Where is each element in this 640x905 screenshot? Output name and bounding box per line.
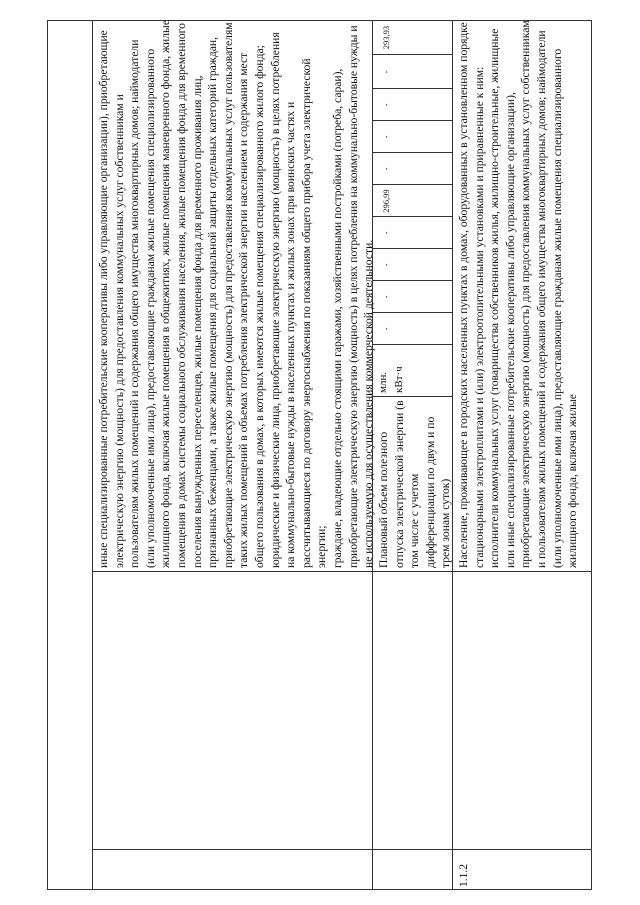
paragraph: Население, проживающее в городских населенных пунктах в домах, оборудованных в установленном порядке стационарными электроплитами и (или) электроотопительными установками и приравненные к ним: [457,22,486,568]
continuation-text [92,20,376,572]
value-cell: - [381,135,391,139]
value-cell: - [381,327,391,331]
value-cell: - [381,167,391,171]
paragraph: юридические и физические лица, приобретающие электрическую энергию (мощность) в целях потребления на коммунально-бытовые нужды в населенных пунктах и жилых зонах при воинских частях и рассчитывающиеся по договору энергоснабжения по показаниям общего прибора учета электрической энергии; [268,32,329,568]
col-separator [92,849,452,850]
value-cell: - [381,295,391,299]
volume-row [372,20,452,890]
row-number: 1.1.2 [458,864,470,887]
value-cell: - [381,263,391,267]
rotated-table [47,20,592,890]
value-cell: 296,99 [381,189,391,213]
col-separator [92,571,592,572]
col-separator [452,849,592,850]
paragraph: граждане, владеющие отдельно стоящими гаражами, хозяйственными постройками (погреба, сараи), приобретающие электрическую энергию (мощность) в целях потребления на коммунально-бытовые нужды и не используемую для осуществления коммерческой деятельности. [330,25,376,568]
paragraph: иные специализированные потребительские кооперативы либо управляющие организации), приобретающие электрическую энергию (мощность) для предоставления коммунальных услуг собственникам и пользователям жилых помещений и содержания общего имущества многоквартирных домов; наймодатели (или уполномоченные ими лица), предоставляющие гражданам жилые помещения специализированного жилищного фонда, включая жилые помещения в общежитиях, жилые помещения маневренного фонда, жилые помещения в домах системы социального обслуживания населения, жилые помещения фонда для временного поселения вынужденных переселенцев, жилые помещения фонда для временного проживания лиц, признанных беженцами, а также жилые помещения для социальной защиты отдельных категорий граждан, приобретающие электрическую энергию (мощность) для предоставления коммунальных услуг пользователям таких жилых помещений в объемах потребления электрической энергии населением и содержания мест общего пользования в домах, в которых имеются жилые помещения специализированного жилого фонда; [97,20,266,568]
next-row [452,20,592,890]
paragraph: исполнители коммунальных услуг (товарищества собственников жилья, жилищно-строительные, жилищные или иные специализированные потребительские кооперативы либо управляющие организации), приобретающие электрическую энергию (мощность) для предоставления коммунальных услуг собственникам и пользователям жилых помещений и содержания общего имущества многоквартирных домов; наймодатели (или уполномоченные ими лица), предоставляющие гражданам жилые помещения специализированного жилищного фонда, включая жилые [488,20,580,568]
value-cell: 293,93 [381,25,391,50]
volume-label: Плановый объем полезного отпуска электрической энергии (в том числе с учетом дифференциации по двум и по трем зонам суток) [377,400,453,568]
value-cell: - [381,231,391,235]
volume-unit: млн. кВт·ч [377,366,405,393]
value-cell: - [381,70,391,74]
next-row-text [452,20,592,572]
value-cell: - [381,103,391,107]
